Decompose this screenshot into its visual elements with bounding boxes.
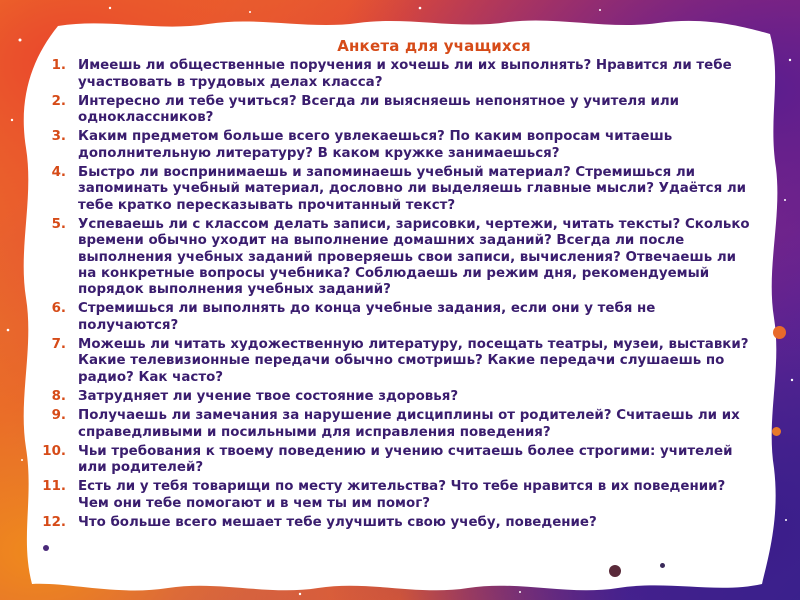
question-item [38,217,756,298]
decorative-dot [773,326,786,339]
question-item [38,479,756,512]
question-text: Каким предметом больше всего увлекаешься? По каким вопросам читаешь дополнительную литературу? В каком кружке занимаешься? [78,129,673,161]
question-number: 8. [51,388,66,404]
question-number: 7. [51,337,66,353]
question-number: 12. [42,515,66,531]
page-title: Анкета для учащихся [337,37,531,55]
question-text: Стремишься ли выполнять до конца учебные задания, если они у тебя не получаются? [78,301,656,333]
question-item [38,408,756,441]
question-number: 2. [51,93,66,109]
question-text: Чьи требования к твоему поведению и учению считаешь более строгими: учителей или родителей? [78,443,733,476]
question-text: Быстро ли воспринимаешь и запоминаешь учебный материал? Стремишься ли запоминать учебный материал, дословно ли выделяешь главные мысли? Удаётся ли тебе кратко пересказывать прочитанный текст? [78,165,747,213]
question-item [38,301,756,334]
question-number: 11. [42,479,66,495]
question-text: Есть ли у тебя товарищи по месту жительства? Что тебе нравится в их поведении? Чем они тебе помогают и в чем ты им помог? [78,479,726,511]
question-number: 9. [51,408,66,424]
question-list [38,58,756,531]
question-text: Можешь ли читать художественную литературу, посещать театры, музеи, выставки? Какие телевизионные передачи обычно смотришь? Какие передачи слушаешь по радио? Как часто? [78,337,749,385]
question-item [38,129,756,162]
question-text: Интересно ли тебе учиться? Всегда ли выясняешь непонятное у учителя или одноклассников? [78,93,680,126]
question-text: Имеешь ли общественные поручения и хочешь ли их выполнять? Нравится ли тебе участвовать в трудовых делах класса? [78,58,732,90]
question-item [38,337,756,386]
question-number: 3. [51,129,66,145]
question-number: 10. [42,443,66,459]
decorative-dot [772,427,781,436]
question-number: 6. [51,301,66,317]
question-item [38,58,756,91]
question-number: 1. [51,58,66,74]
question-item [38,515,756,531]
question-item [38,165,756,214]
question-number: 4. [51,165,66,181]
questionnaire [38,38,756,584]
question-text: Получаешь ли замечания за нарушение дисциплины от родителей? Считаешь ли их справедливыми и посильными для исправления поведения? [78,408,740,440]
question-item [38,389,756,405]
question-text: Что больше всего мешает тебе улучшить свою учебу, поведение? [78,515,597,531]
question-number: 5. [51,216,66,232]
question-text: Успеваешь ли с классом делать записи, зарисовки, чертежи, читать тексты? Сколько времени обычно уходит на выполнение домашних заданий? Всегда ли после выполнения учебных заданий проверяешь свои записи, вычисления? Отвечаешь ли на конкретные вопросы учебника? Соблюдаешь ли режим дня, рекомендуемый порядок выполнения учебных заданий? [78,216,750,298]
question-item [38,94,756,127]
question-item [38,444,756,477]
question-text: Затрудняет ли учение твое состояние здоровья? [78,388,459,404]
